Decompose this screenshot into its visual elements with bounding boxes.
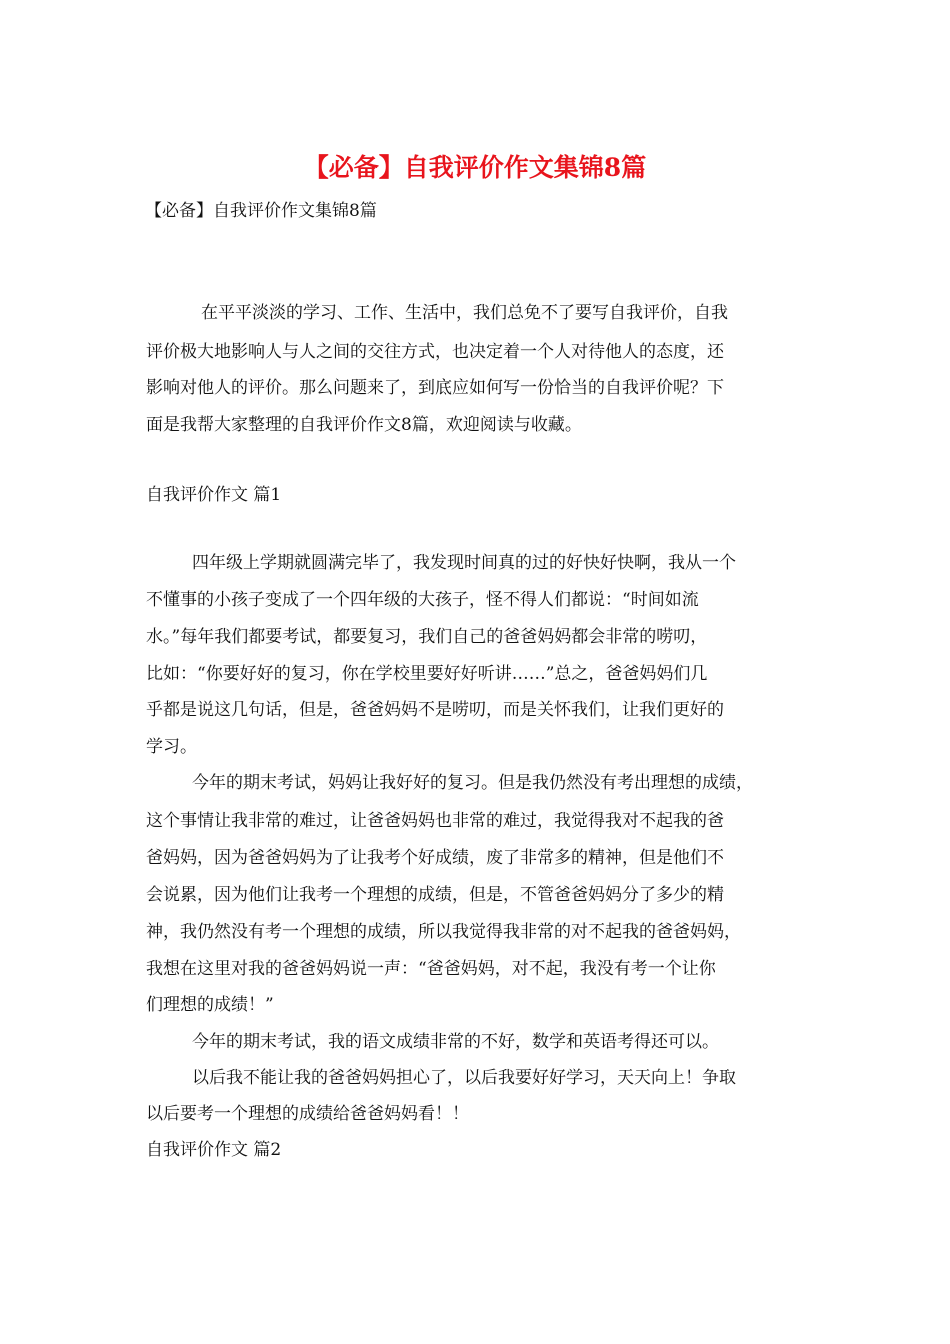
paragraph-line: 我想在这里对我的爸爸妈妈说一声：“爸爸妈妈，对不起，我没有考一个让你 [146,959,716,979]
paragraph-line: 乎都是说这几句话，但是，爸爸妈妈不是唠叨，而是关怀我们，让我们更好的 [146,700,724,720]
intro-line: 评价极大地影响人与人之间的交往方式，也决定着一个人对待他人的态度，还 [146,342,724,362]
paragraph-line: 学习。 [146,737,197,757]
paragraph-line: 这个事情让我非常的难过，让爸爸妈妈也非常的难过，我觉得我对不起我的爸 [146,811,724,831]
intro-line: 在平平淡淡的学习、工作、生活中，我们总免不了要写自我评价，自我 [201,303,728,323]
document-title: 【必备】自我评价作文集锦8篇 [303,153,647,182]
section-heading: 自我评价作文 篇2 [146,1140,282,1160]
section-heading: 自我评价作文 篇1 [146,485,282,505]
paragraph-line: 比如：“你要好好的复习，你在学校里要好好听讲……”总之，爸爸妈妈们几 [146,664,708,684]
paragraph-line: 水。”每年我们都要考试，都要复习，我们自己的爸爸妈妈都会非常的唠叨， [146,627,708,647]
paragraph-line: 四年级上学期就圆满完毕了，我发现时间真的过的好快好快啊，我从一个 [192,553,736,573]
paragraph-line: 今年的期末考试，妈妈让我好好的复习。但是我仍然没有考出理想的成绩， [192,773,753,793]
intro-line: 面是我帮大家整理的自我评价作文8篇，欢迎阅读与收藏。 [146,415,582,435]
intro-line: 影响对他人的评价。那么问题来了，到底应如何写一份恰当的自我评价呢？下 [146,378,724,398]
paragraph-line: 们理想的成绩！” [146,995,274,1015]
paragraph-line: 以后我不能让我的爸爸妈妈担心了，以后我要好好学习，天天向上！争取 [192,1068,736,1088]
paragraph-line: 今年的期末考试，我的语文成绩非常的不好，数学和英语考得还可以。 [192,1032,719,1052]
paragraph-line: 会说累，因为他们让我考一个理想的成绩，但是，不管爸爸妈妈分了多少的精 [146,885,724,905]
paragraph-line: 爸妈妈，因为爸爸妈妈为了让我考个好成绩，废了非常多的精神，但是他们不 [146,848,724,868]
paragraph-line: 以后要考一个理想的成绩给爸爸妈妈看！！ [146,1104,469,1124]
document-subtitle: 【必备】自我评价作文集锦8篇 [145,201,377,221]
paragraph-line: 神，我仍然没有考一个理想的成绩，所以我觉得我非常的对不起我的爸爸妈妈， [146,922,741,942]
paragraph-line: 不懂事的小孩子变成了一个四年级的大孩子，怪不得人们都说：“时间如流 [146,590,699,610]
